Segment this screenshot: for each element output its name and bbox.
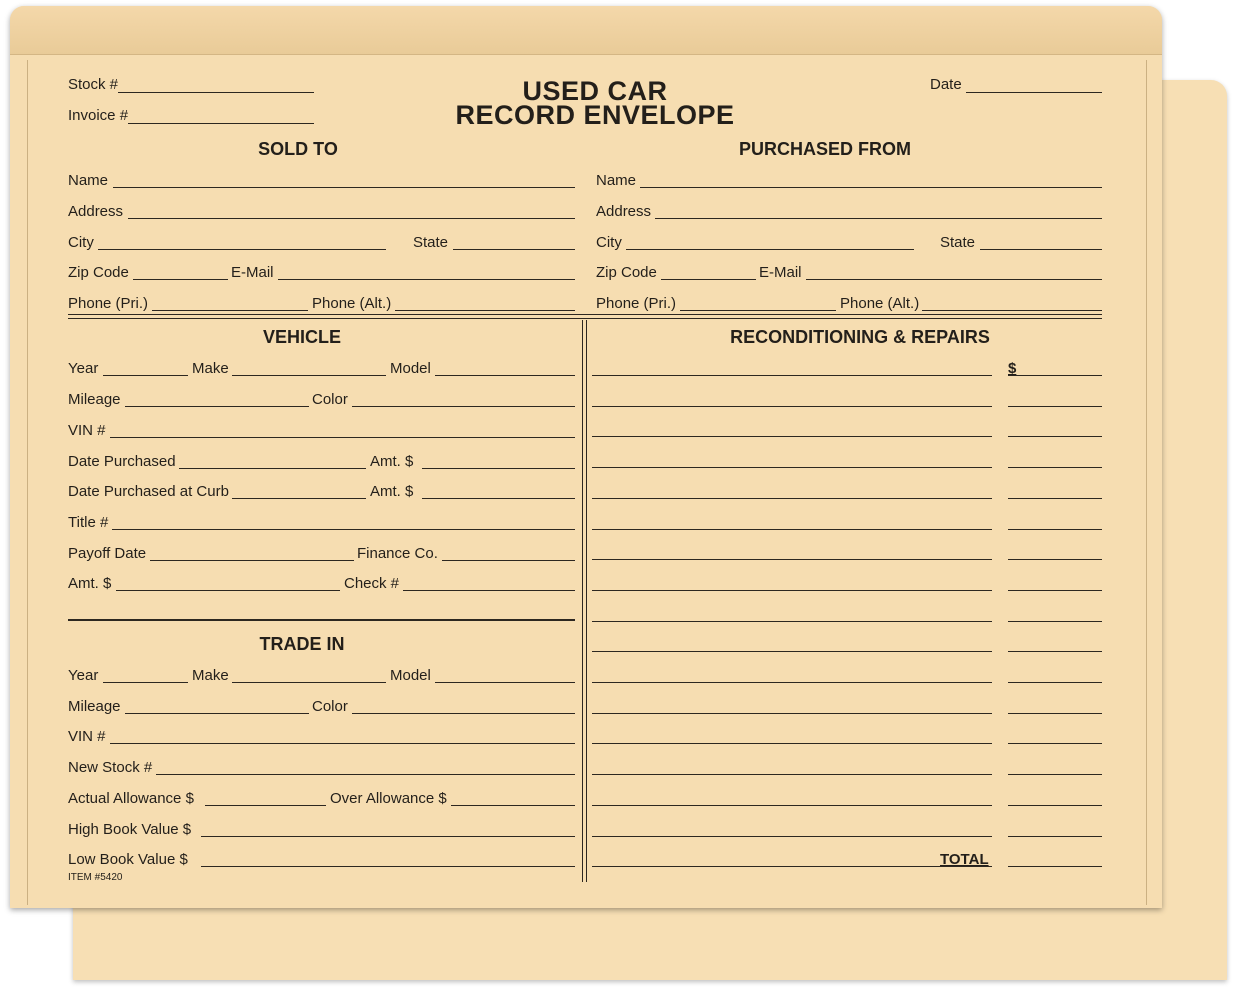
sold-city-label: City xyxy=(68,234,94,251)
veh-check-field[interactable] xyxy=(403,590,575,591)
sold-phone-pri-label: Phone (Pri.) xyxy=(68,295,149,312)
vehicle-heading: VEHICLE xyxy=(262,327,341,347)
veh-check-label: Check # xyxy=(344,575,400,592)
title-line-1: USED CAR xyxy=(522,76,668,106)
sold-to-heading: SOLD TO xyxy=(258,139,338,159)
item-number: ITEM #5420 xyxy=(68,872,123,883)
trade-in-rule xyxy=(68,619,575,621)
ti-over-allowance-label: Over Allowance $ xyxy=(330,790,447,807)
section-rule-top xyxy=(68,314,1102,315)
veh-model-label: Model xyxy=(390,360,431,377)
ti-year-field[interactable] xyxy=(103,682,188,683)
veh-mileage-field[interactable] xyxy=(125,406,309,407)
sold-zip-label: Zip Code xyxy=(68,264,129,281)
veh-payoff-field[interactable] xyxy=(150,560,354,561)
trade-in-heading: TRADE IN xyxy=(259,634,345,654)
ti-year-label: Year xyxy=(68,667,99,684)
invoice-field[interactable] xyxy=(128,123,314,124)
repair-description-field[interactable] xyxy=(592,866,992,867)
sold-address-field[interactable] xyxy=(128,218,575,219)
date-label: Date xyxy=(930,76,962,93)
column-divider-right xyxy=(586,320,587,882)
veh-date-purchased-field[interactable] xyxy=(179,468,366,469)
veh-title-field[interactable] xyxy=(112,529,575,530)
pur-address-label: Address xyxy=(596,203,652,220)
repair-description-field[interactable] xyxy=(592,529,992,530)
ti-new-stock-label: New Stock # xyxy=(68,759,153,776)
repair-description-field[interactable] xyxy=(592,436,992,437)
veh-mileage-label: Mileage xyxy=(68,391,121,408)
pur-state-label: State xyxy=(940,234,976,251)
ti-low-book-label: Low Book Value $ xyxy=(68,851,188,868)
pur-address-field[interactable] xyxy=(655,218,1102,219)
veh-amt1-label: Amt. $ xyxy=(370,453,414,470)
ti-high-book-label: High Book Value $ xyxy=(68,821,192,838)
ti-mileage-field[interactable] xyxy=(125,713,309,714)
pur-email-field[interactable] xyxy=(806,279,1102,280)
repair-amount-field[interactable] xyxy=(1008,682,1102,683)
sold-phone-alt-field[interactable] xyxy=(395,310,575,311)
veh-finance-label: Finance Co. xyxy=(357,545,438,562)
repair-amount-field[interactable] xyxy=(1008,559,1102,560)
front-envelope xyxy=(10,6,1162,908)
sold-zip-field[interactable] xyxy=(133,279,228,280)
ti-mileage-label: Mileage xyxy=(68,698,121,715)
veh-payoff-label: Payoff Date xyxy=(68,545,147,562)
veh-date-purchased-label: Date Purchased xyxy=(68,453,176,470)
repair-amount-field[interactable] xyxy=(1008,375,1102,376)
repair-amount-field[interactable] xyxy=(1008,590,1102,591)
ti-high-book-field[interactable] xyxy=(201,836,575,837)
envelope-flap xyxy=(10,6,1162,55)
repair-description-field[interactable] xyxy=(592,590,992,591)
ti-make-field[interactable] xyxy=(232,682,386,683)
repair-description-field[interactable] xyxy=(592,836,992,837)
veh-color-label: Color xyxy=(312,391,348,408)
repair-description-field[interactable] xyxy=(592,805,992,806)
stock-field[interactable] xyxy=(118,92,314,93)
veh-vin-label: VIN # xyxy=(68,422,106,439)
total-label: TOTAL xyxy=(940,851,989,868)
ti-make-label: Make xyxy=(192,667,229,684)
pur-city-field[interactable] xyxy=(626,249,914,250)
repair-amount-field[interactable] xyxy=(1008,406,1102,407)
veh-amt3-label: Amt. $ xyxy=(68,575,112,592)
pur-phone-alt-label: Phone (Alt.) xyxy=(840,295,920,312)
veh-amt3-field[interactable] xyxy=(116,590,340,591)
ti-actual-allowance-label: Actual Allowance $ xyxy=(68,790,194,807)
pur-phone-pri-label: Phone (Pri.) xyxy=(596,295,677,312)
ti-actual-allowance-field[interactable] xyxy=(205,805,326,806)
pur-email-label: E-Mail xyxy=(759,264,802,281)
sold-email-label: E-Mail xyxy=(231,264,274,281)
section-rule-bottom xyxy=(68,318,1102,319)
repair-description-field[interactable] xyxy=(592,621,992,622)
repair-amount-field[interactable] xyxy=(1008,498,1102,499)
veh-make-label: Make xyxy=(192,360,229,377)
veh-year-label: Year xyxy=(68,360,99,377)
pur-state-field[interactable] xyxy=(980,249,1102,250)
repair-description-field[interactable] xyxy=(592,498,992,499)
ti-vin-label: VIN # xyxy=(68,728,106,745)
sold-city-field[interactable] xyxy=(98,249,386,250)
title-line-2: RECORD ENVELOPE xyxy=(455,100,735,130)
repair-amount-field[interactable] xyxy=(1008,713,1102,714)
invoice-label: Invoice # xyxy=(68,107,129,124)
repair-description-field[interactable] xyxy=(592,651,992,652)
repair-description-field[interactable] xyxy=(592,467,992,468)
veh-amt2-label: Amt. $ xyxy=(370,483,414,500)
repair-amount-field[interactable] xyxy=(1008,774,1102,775)
repair-description-field[interactable] xyxy=(592,713,992,714)
sold-name-label: Name xyxy=(68,172,109,189)
ti-vin-field[interactable] xyxy=(110,743,575,744)
stock-label: Stock # xyxy=(68,76,119,93)
ti-over-allowance-field[interactable] xyxy=(451,805,575,806)
ti-model-field[interactable] xyxy=(435,682,575,683)
date-field[interactable] xyxy=(966,92,1102,93)
repair-amount-field[interactable] xyxy=(1008,529,1102,530)
repair-description-field[interactable] xyxy=(592,375,992,376)
repair-amount-field[interactable] xyxy=(1008,467,1102,468)
repair-amount-field[interactable] xyxy=(1008,743,1102,744)
sold-state-label: State xyxy=(413,234,449,251)
repair-description-field[interactable] xyxy=(592,406,992,407)
pur-phone-alt-field[interactable] xyxy=(922,310,1102,311)
pur-phone-pri-field[interactable] xyxy=(680,310,836,311)
ti-low-book-field[interactable] xyxy=(201,866,575,867)
veh-make-field[interactable] xyxy=(232,375,386,376)
sold-address-label: Address xyxy=(68,203,124,220)
sold-name-field[interactable] xyxy=(113,187,575,188)
veh-date-curb-field[interactable] xyxy=(232,498,366,499)
fold-line-right xyxy=(1146,60,1147,905)
veh-color-field[interactable] xyxy=(352,406,575,407)
fold-line-left xyxy=(27,60,28,905)
repair-amount-field[interactable] xyxy=(1008,805,1102,806)
pur-name-label: Name xyxy=(596,172,637,189)
repair-amount-field[interactable] xyxy=(1008,836,1102,837)
veh-model-field[interactable] xyxy=(435,375,575,376)
repair-description-field[interactable] xyxy=(592,743,992,744)
veh-amt2-field[interactable] xyxy=(422,498,575,499)
repair-description-field[interactable] xyxy=(592,559,992,560)
veh-year-field[interactable] xyxy=(103,375,188,376)
repair-description-field[interactable] xyxy=(592,774,992,775)
veh-amt1-field[interactable] xyxy=(422,468,575,469)
currency-symbol: $ xyxy=(1008,360,1017,377)
pur-name-field[interactable] xyxy=(640,187,1102,188)
veh-vin-field[interactable] xyxy=(110,437,575,438)
sold-email-field[interactable] xyxy=(278,279,575,280)
repair-amount-field[interactable] xyxy=(1008,651,1102,652)
veh-title-label: Title # xyxy=(68,514,109,531)
repair-amount-field[interactable] xyxy=(1008,866,1102,867)
purchased-from-heading: PURCHASED FROM xyxy=(738,139,911,159)
pur-zip-field[interactable] xyxy=(661,279,756,280)
sold-phone-alt-label: Phone (Alt.) xyxy=(312,295,392,312)
repair-description-field[interactable] xyxy=(592,682,992,683)
ti-color-label: Color xyxy=(312,698,348,715)
repair-amount-field[interactable] xyxy=(1008,436,1102,437)
veh-finance-field[interactable] xyxy=(442,560,575,561)
ti-new-stock-field[interactable] xyxy=(156,774,575,775)
veh-date-curb-label: Date Purchased at Curb xyxy=(68,483,229,500)
sold-state-field[interactable] xyxy=(453,249,575,250)
pur-zip-label: Zip Code xyxy=(596,264,657,281)
ti-model-label: Model xyxy=(390,667,431,684)
repair-amount-field[interactable] xyxy=(1008,621,1102,622)
column-divider-left xyxy=(582,320,583,882)
ti-color-field[interactable] xyxy=(352,713,575,714)
pur-city-label: City xyxy=(596,234,622,251)
sold-phone-pri-field[interactable] xyxy=(152,310,308,311)
reconditioning-heading: RECONDITIONING & REPAIRS xyxy=(730,327,990,347)
